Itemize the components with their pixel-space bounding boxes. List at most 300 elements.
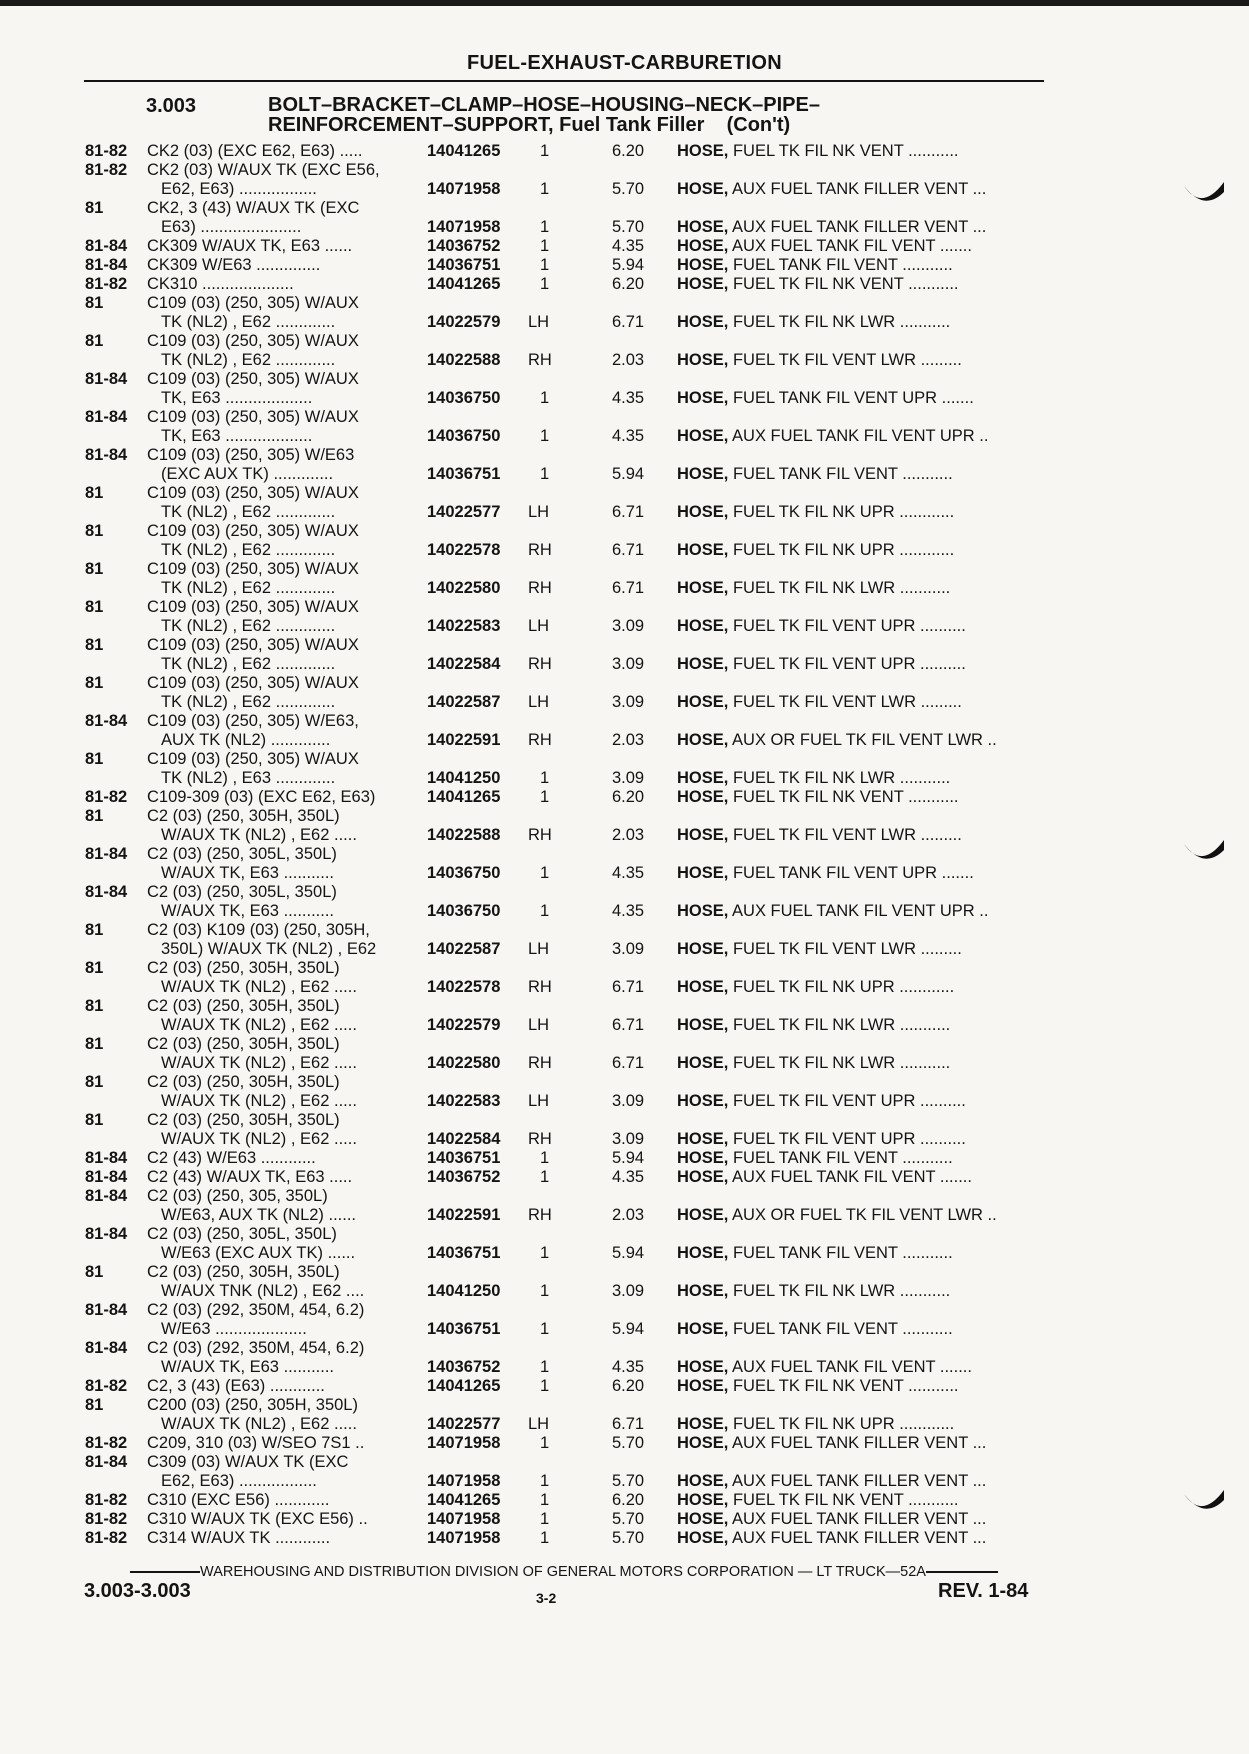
part-description-text: AUX FUEL TANK FIL VENT ....... (728, 1168, 972, 1186)
part-type: HOSE, (677, 617, 729, 635)
price: 4.35 (612, 427, 645, 445)
part-row (0, 1396, 1249, 1434)
part-description-text: FUEL TK FIL NK VENT ........... (728, 275, 959, 293)
application-line: W/AUX TK (NL2) , E62 ..... (161, 1415, 357, 1433)
part-number: 14022578 (427, 978, 501, 996)
part-number: 14071958 (427, 1434, 501, 1452)
price: 5.94 (612, 256, 645, 274)
model-years: 81 (85, 921, 104, 939)
application (147, 446, 419, 484)
part-row (0, 446, 1249, 484)
price: 6.71 (612, 1415, 645, 1433)
part-type: HOSE, (677, 275, 729, 293)
part-type: HOSE, (677, 1016, 729, 1034)
part-row (0, 807, 1249, 845)
part-type: HOSE, (677, 1434, 729, 1452)
section-description-line2-rest: Fuel Tank Filler (Con't) (553, 114, 791, 136)
price: 4.35 (612, 237, 645, 255)
application-line: E62, E63) ................. (161, 1472, 317, 1490)
quantity: 1 (540, 1320, 550, 1338)
quantity: LH (528, 313, 550, 331)
application-line: C2 (03) (292, 350M, 454, 6.2) (147, 1339, 365, 1357)
quantity: LH (528, 503, 550, 521)
application (147, 275, 419, 294)
part-description (677, 1377, 1047, 1396)
price: 6.71 (612, 503, 645, 521)
application (147, 1453, 419, 1491)
model-years: 81-84 (85, 712, 128, 730)
application-line: C2 (03) (250, 305, 350L) (147, 1187, 328, 1205)
part-number: 14036750 (427, 864, 501, 882)
binder-hole-icon (1180, 178, 1226, 208)
title-rule (84, 80, 1044, 82)
part-row (0, 921, 1249, 959)
application-line: W/AUX TK, E63 ........... (161, 1358, 334, 1376)
model-years: 81-82 (85, 788, 128, 806)
part-row (0, 750, 1249, 788)
part-description-text: AUX FUEL TANK FIL VENT UPR .. (728, 902, 989, 920)
model-years: 81 (85, 750, 104, 768)
application (147, 883, 419, 921)
part-row (0, 997, 1249, 1035)
quantity: RH (528, 351, 552, 369)
model-years: 81-84 (85, 1187, 128, 1205)
application (147, 332, 419, 370)
application (147, 256, 419, 275)
quantity: 1 (540, 1377, 550, 1395)
application (147, 1396, 419, 1434)
part-description-text: AUX FUEL TANK FIL VENT UPR .. (728, 427, 989, 445)
model-years: 81 (85, 199, 104, 217)
application (147, 1339, 419, 1377)
model-years: 81-82 (85, 1377, 128, 1395)
part-description (677, 503, 1047, 522)
application (147, 560, 419, 598)
part-description (677, 731, 1047, 750)
part-number: 14071958 (427, 180, 501, 198)
part-description (677, 1434, 1047, 1453)
application (147, 1111, 419, 1149)
application-line: C2 (03) (292, 350M, 454, 6.2) (147, 1301, 365, 1319)
quantity: 1 (540, 256, 550, 274)
part-description-text: AUX OR FUEL TK FIL VENT LWR .. (728, 1206, 997, 1224)
model-years: 81-82 (85, 1529, 128, 1547)
part-description (677, 1472, 1047, 1491)
part-number: 14071958 (427, 1529, 501, 1547)
price: 2.03 (612, 351, 645, 369)
price: 6.20 (612, 275, 645, 293)
part-type: HOSE, (677, 769, 729, 787)
quantity: 1 (540, 788, 550, 806)
quantity: RH (528, 826, 552, 844)
model-years: 81 (85, 332, 104, 350)
part-description (677, 1016, 1047, 1035)
quantity: RH (528, 978, 552, 996)
part-row (0, 1434, 1249, 1453)
application-line: AUX TK (NL2) ............. (161, 731, 331, 749)
model-years: 81-82 (85, 1434, 128, 1452)
application-line: TK, E63 ................... (161, 427, 313, 445)
part-type: HOSE, (677, 465, 729, 483)
section-number: 3.003 (146, 95, 197, 117)
quantity: 1 (540, 237, 550, 255)
price: 3.09 (612, 940, 645, 958)
model-years: 81 (85, 522, 104, 540)
application-line: C200 (03) (250, 305H, 350L) (147, 1396, 358, 1414)
price: 4.35 (612, 902, 645, 920)
part-description-text: FUEL TANK FIL VENT ........... (728, 1149, 953, 1167)
application-line: E63) ...................... (161, 218, 302, 236)
model-years: 81-82 (85, 1510, 128, 1528)
part-row (0, 332, 1249, 370)
part-number: 14036751 (427, 1149, 501, 1167)
application-line: C109 (03) (250, 305) W/AUX (147, 484, 359, 502)
part-type: HOSE, (677, 313, 729, 331)
model-years: 81 (85, 1073, 104, 1091)
part-number: 14022577 (427, 503, 501, 521)
model-years: 81-84 (85, 446, 128, 464)
part-description (677, 256, 1047, 275)
section-description-line2-bold: REINFORCEMENT–SUPPORT, (268, 114, 554, 136)
part-number: 14022583 (427, 1092, 501, 1110)
quantity: 1 (540, 1358, 550, 1376)
application-line: CK310 .................... (147, 275, 294, 293)
model-years: 81 (85, 959, 104, 977)
application-line: C2, 3 (43) (E63) ............ (147, 1377, 325, 1395)
footer-section-range: 3.003-3.003 (84, 1580, 191, 1602)
part-description (677, 1130, 1047, 1149)
part-type: HOSE, (677, 503, 729, 521)
part-description-text: FUEL TANK FIL VENT ........... (728, 1244, 953, 1262)
application-line: CK2, 3 (43) W/AUX TK (EXC (147, 199, 360, 217)
part-description (677, 275, 1047, 294)
part-description-text: FUEL TK FIL VENT LWR ......... (728, 351, 962, 369)
application (147, 636, 419, 674)
application (147, 1263, 419, 1301)
part-row (0, 1187, 1249, 1225)
part-description (677, 1358, 1047, 1377)
application-line: C309 (03) W/AUX TK (EXC (147, 1453, 349, 1471)
model-years: 81-84 (85, 370, 128, 388)
model-years: 81-84 (85, 1225, 128, 1243)
part-number: 14036751 (427, 465, 501, 483)
part-type: HOSE, (677, 826, 729, 844)
part-number: 14036751 (427, 1320, 501, 1338)
part-description-text: FUEL TK FIL NK LWR ........... (728, 769, 951, 787)
part-description (677, 902, 1047, 921)
application (147, 750, 419, 788)
application (147, 1187, 419, 1225)
part-description-text: FUEL TK FIL VENT LWR ......... (728, 826, 962, 844)
application (147, 712, 419, 750)
part-description-text: FUEL TK FIL VENT UPR .......... (728, 655, 966, 673)
quantity: LH (528, 940, 550, 958)
price: 6.71 (612, 313, 645, 331)
part-number: 14022580 (427, 579, 501, 597)
application-line: C109 (03) (250, 305) W/AUX (147, 560, 359, 578)
application-line: C2 (03) (250, 305L, 350L) (147, 883, 337, 901)
part-description-text: AUX FUEL TANK FILLER VENT ... (728, 1472, 987, 1490)
part-number: 14041250 (427, 1282, 501, 1300)
part-row (0, 484, 1249, 522)
application-line: C2 (03) (250, 305L, 350L) (147, 845, 337, 863)
part-description-text: FUEL TANK FIL VENT ........... (728, 465, 953, 483)
quantity: RH (528, 1054, 552, 1072)
footer-division-line (84, 1564, 1044, 1580)
part-type: HOSE, (677, 788, 729, 806)
part-description-text: AUX FUEL TANK FILLER VENT ... (728, 1434, 987, 1452)
part-number: 14022584 (427, 1130, 501, 1148)
part-description (677, 617, 1047, 636)
application (147, 1225, 419, 1263)
part-description-text: AUX FUEL TANK FIL VENT ....... (728, 237, 972, 255)
quantity: 1 (540, 465, 550, 483)
part-type: HOSE, (677, 1149, 729, 1167)
part-number: 14036752 (427, 1168, 501, 1186)
model-years: 81 (85, 1035, 104, 1053)
model-years: 81 (85, 560, 104, 578)
application (147, 1073, 419, 1111)
part-type: HOSE, (677, 655, 729, 673)
part-row (0, 1263, 1249, 1301)
part-description (677, 465, 1047, 484)
application (147, 161, 419, 199)
quantity: 1 (540, 1282, 550, 1300)
part-description (677, 769, 1047, 788)
application-line: TK (NL2) , E62 ............. (161, 541, 336, 559)
part-type: HOSE, (677, 1320, 729, 1338)
price: 6.20 (612, 1491, 645, 1509)
application-line: TK (NL2) , E62 ............. (161, 693, 336, 711)
application-line: TK (NL2) , E62 ............. (161, 579, 336, 597)
application-line: CK309 W/AUX TK, E63 ...... (147, 237, 353, 255)
part-description (677, 1054, 1047, 1073)
application-line: C109 (03) (250, 305) W/AUX (147, 598, 359, 616)
part-number: 14036752 (427, 237, 501, 255)
quantity: 1 (540, 180, 550, 198)
part-row (0, 636, 1249, 674)
part-row (0, 142, 1249, 161)
footer-division: WAREHOUSING AND DISTRIBUTION DIVISION OF GENERAL MOTORS CORPORATION — LT TRUCK—52A (200, 1564, 926, 1580)
part-row (0, 408, 1249, 446)
part-description-text: AUX FUEL TANK FILLER VENT ... (728, 1510, 987, 1528)
application-line: TK, E63 ................... (161, 389, 313, 407)
part-description-text: FUEL TK FIL NK VENT ........... (728, 142, 959, 160)
model-years: 81 (85, 997, 104, 1015)
price: 6.71 (612, 1016, 645, 1034)
quantity: 1 (540, 142, 550, 160)
price: 6.71 (612, 978, 645, 996)
section-title: FUEL-EXHAUST-CARBURETION (467, 52, 782, 74)
part-description-text: FUEL TK FIL NK VENT ........... (728, 1491, 959, 1509)
part-type: HOSE, (677, 1168, 729, 1186)
part-row (0, 256, 1249, 275)
quantity: RH (528, 579, 552, 597)
part-description-text: FUEL TK FIL NK LWR ........... (728, 313, 951, 331)
part-type: HOSE, (677, 142, 729, 160)
part-description-text: AUX FUEL TANK FILLER VENT ... (728, 218, 987, 236)
quantity: 1 (540, 902, 550, 920)
section-description (268, 95, 820, 135)
part-number: 14041265 (427, 142, 501, 160)
section-description-line1: BOLT–BRACKET–CLAMP–HOSE–HOUSING–NECK–PIPE– (268, 94, 820, 116)
quantity: 1 (540, 1434, 550, 1452)
part-description-text: FUEL TK FIL NK LWR ........... (728, 1282, 951, 1300)
price: 3.09 (612, 693, 645, 711)
application-line: W/E63, AUX TK (NL2) ...... (161, 1206, 357, 1224)
application (147, 408, 419, 446)
application-line: C109 (03) (250, 305) W/AUX (147, 636, 359, 654)
part-number: 14041265 (427, 788, 501, 806)
price: 3.09 (612, 1092, 645, 1110)
model-years: 81 (85, 484, 104, 502)
price: 2.03 (612, 1206, 645, 1224)
application-line: W/AUX TK, E63 ........... (161, 864, 334, 882)
application-line: C2 (03) (250, 305L, 350L) (147, 1225, 337, 1243)
part-row (0, 712, 1249, 750)
application-line: W/AUX TK (NL2) , E62 ..... (161, 826, 357, 844)
application-line: TK (NL2) , E62 ............. (161, 351, 336, 369)
application-line: C2 (03) (250, 305H, 350L) (147, 959, 340, 977)
application (147, 1168, 419, 1187)
part-type: HOSE, (677, 1358, 729, 1376)
part-description (677, 693, 1047, 712)
quantity: RH (528, 731, 552, 749)
quantity: LH (528, 617, 550, 635)
part-number: 14022579 (427, 313, 501, 331)
part-number: 14036750 (427, 902, 501, 920)
quantity: 1 (540, 427, 550, 445)
price: 6.20 (612, 1377, 645, 1395)
application (147, 484, 419, 522)
application (147, 199, 419, 237)
quantity: 1 (540, 1529, 550, 1547)
application-line: W/E63 (EXC AUX TK) ...... (161, 1244, 356, 1262)
part-row (0, 1168, 1249, 1187)
part-description (677, 1149, 1047, 1168)
application-line: TK (NL2) , E62 ............. (161, 313, 336, 331)
quantity: RH (528, 1130, 552, 1148)
application-line: E62, E63) ................. (161, 180, 317, 198)
part-description (677, 579, 1047, 598)
model-years: 81-82 (85, 1491, 128, 1509)
part-row (0, 294, 1249, 332)
application-line: W/AUX TK (NL2) , E62 ..... (161, 1054, 357, 1072)
part-row (0, 161, 1249, 199)
price: 3.09 (612, 1282, 645, 1300)
quantity: RH (528, 541, 552, 559)
application-line: C109 (03) (250, 305) W/AUX (147, 522, 359, 540)
part-number: 14036751 (427, 1244, 501, 1262)
quantity: 1 (540, 769, 550, 787)
price: 5.70 (612, 218, 645, 236)
part-description-text: FUEL TANK FIL VENT UPR ....... (728, 389, 974, 407)
part-description (677, 864, 1047, 883)
price: 3.09 (612, 617, 645, 635)
application (147, 142, 419, 161)
part-description-text: FUEL TK FIL VENT UPR .......... (728, 1092, 966, 1110)
application (147, 294, 419, 332)
part-type: HOSE, (677, 940, 729, 958)
price: 5.94 (612, 1320, 645, 1338)
part-type: HOSE, (677, 218, 729, 236)
part-number: 14041250 (427, 769, 501, 787)
part-description (677, 1320, 1047, 1339)
part-row (0, 237, 1249, 256)
application (147, 1301, 419, 1339)
part-description (677, 788, 1047, 807)
quantity: LH (528, 1415, 550, 1433)
part-description-text: AUX FUEL TANK FILLER VENT ... (728, 180, 987, 198)
part-description (677, 1244, 1047, 1263)
application-line: 350L) W/AUX TK (NL2) , E62 (161, 940, 377, 958)
application-line: C2 (03) (250, 305H, 350L) (147, 997, 340, 1015)
part-type: HOSE, (677, 237, 729, 255)
price: 5.70 (612, 1510, 645, 1528)
quantity: 1 (540, 1244, 550, 1262)
part-number: 14071958 (427, 218, 501, 236)
application-line: W/AUX TK (NL2) , E62 ..... (161, 978, 357, 996)
part-number: 14022587 (427, 940, 501, 958)
quantity: 1 (540, 275, 550, 293)
part-description-text: FUEL TK FIL NK UPR ............ (728, 978, 955, 996)
application-line: C109 (03) (250, 305) W/AUX (147, 332, 359, 350)
part-row (0, 1073, 1249, 1111)
part-type: HOSE, (677, 1472, 729, 1490)
price: 3.09 (612, 655, 645, 673)
part-type: HOSE, (677, 978, 729, 996)
part-row (0, 674, 1249, 712)
quantity: 1 (540, 864, 550, 882)
part-description-text: FUEL TK FIL VENT UPR .......... (728, 617, 966, 635)
part-description (677, 978, 1047, 997)
part-description (677, 655, 1047, 674)
part-description (677, 940, 1047, 959)
price: 5.70 (612, 1529, 645, 1547)
model-years: 81 (85, 636, 104, 654)
part-number: 14036751 (427, 256, 501, 274)
application-line: C2 (03) (250, 305H, 350L) (147, 1035, 340, 1053)
model-years: 81-82 (85, 142, 128, 160)
part-type: HOSE, (677, 1244, 729, 1262)
application (147, 1377, 419, 1396)
part-number: 14022577 (427, 1415, 501, 1433)
price: 6.71 (612, 579, 645, 597)
part-row (0, 883, 1249, 921)
application-line: C209, 310 (03) W/SEO 7S1 .. (147, 1434, 365, 1452)
part-description-text: FUEL TANK FIL VENT ........... (728, 256, 953, 274)
part-row (0, 275, 1249, 294)
application-line: TK (NL2) , E63 ............. (161, 769, 336, 787)
application (147, 921, 419, 959)
quantity: 1 (540, 389, 550, 407)
model-years: 81-84 (85, 237, 128, 255)
application-line: W/AUX TK, E63 ........... (161, 902, 334, 920)
price: 6.20 (612, 142, 645, 160)
part-row (0, 370, 1249, 408)
application-line: C310 (EXC E56) ............ (147, 1491, 330, 1509)
part-type: HOSE, (677, 351, 729, 369)
footer-revision: REV. 1-84 (938, 1580, 1029, 1602)
model-years: 81 (85, 294, 104, 312)
application-line: C2 (03) (250, 305H, 350L) (147, 807, 340, 825)
application-line: TK (NL2) , E62 ............. (161, 655, 336, 673)
part-description-text: FUEL TK FIL NK LWR ........... (728, 579, 951, 597)
model-years: 81 (85, 674, 104, 692)
part-row (0, 1529, 1249, 1548)
application-line: C2 (03) (250, 305H, 350L) (147, 1263, 340, 1281)
part-description-text: FUEL TK FIL VENT LWR ......... (728, 940, 962, 958)
